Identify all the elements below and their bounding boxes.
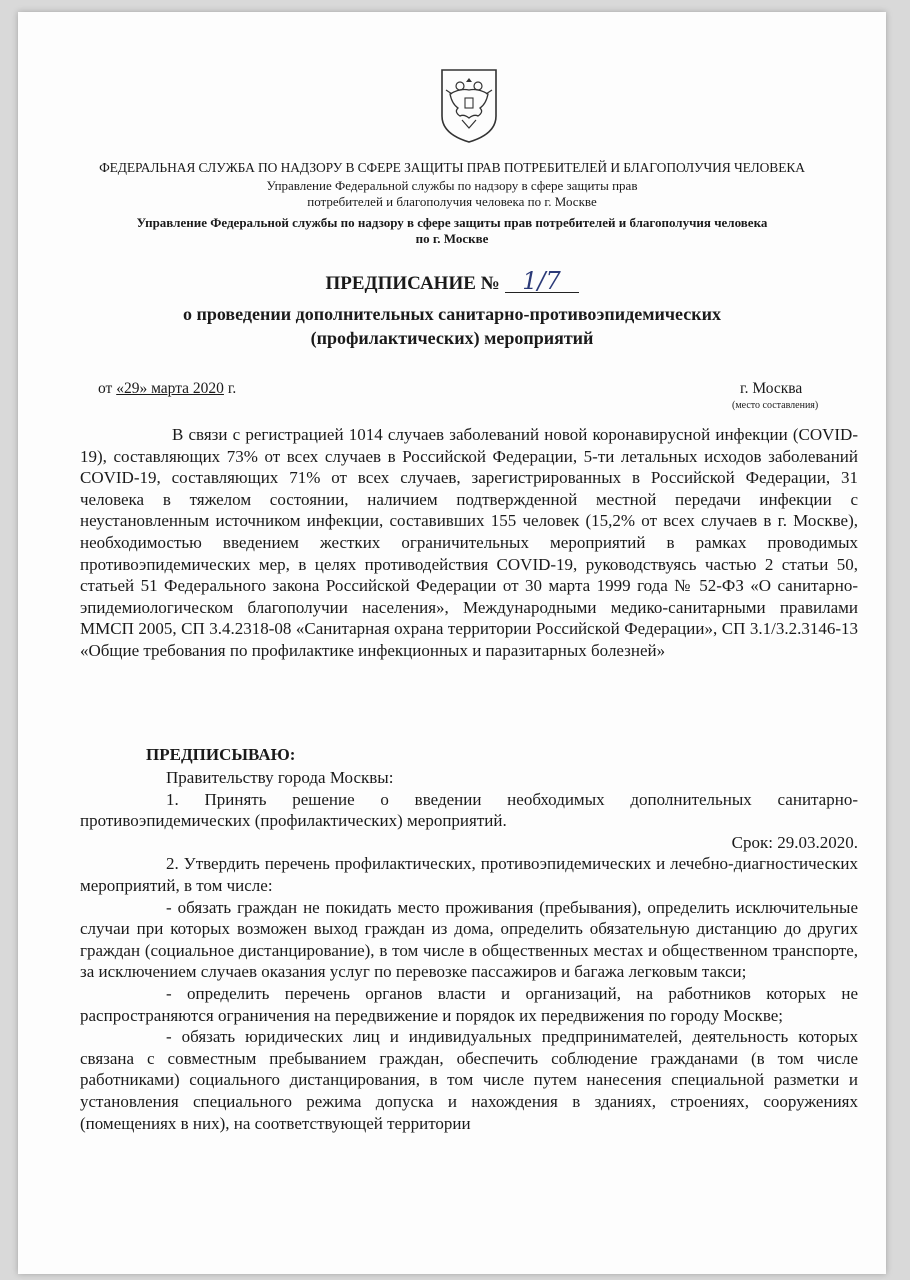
handwritten-document-number: 1/7 xyxy=(505,270,579,293)
department-name-line: Управление Федеральной службы по надзору в сфере защиты прав xyxy=(266,178,638,193)
order-bullet: - определить перечень органов власти и организаций, на работников которых не распространяются ограничения на передвижение и порядок их передвижения по городу Москве; xyxy=(80,983,858,1025)
order-heading: ПРЕДПИСЫВАЮ: xyxy=(146,745,296,764)
document-title-label: ПРЕДПИСАНИЕ № xyxy=(325,273,500,294)
order-item: 1. Принять решение о введении необходимых дополнительных санитарно-противоэпидемических (профилактических) мероприятий. xyxy=(80,789,858,831)
place-of-issue: г. Москва xyxy=(740,380,803,397)
document-subtitle-line: (профилактических) мероприятий xyxy=(310,328,594,348)
order-items xyxy=(80,767,858,1134)
date-prefix: от xyxy=(98,380,117,397)
order-bullet: - обязать граждан не покидать место проживания (пребывания), определить исключительные случаи при которых возможен выход граждан из дома, определить обязательную дистанцию до других граждан (социальное дистанцирование), в том числе в общественных местах и общественном транспорте, за исключением случаев оказания услуг по перевозке пассажиров и багажа легковым такси; xyxy=(80,897,858,982)
order-addressee: Правительству города Москвы: xyxy=(166,768,394,787)
date-suffix: г. xyxy=(223,380,237,397)
document-subtitle-line: о проведении дополнительных санитарно-противоэпидемических xyxy=(183,304,721,324)
date-value: «29» марта 2020 xyxy=(116,380,224,397)
document-title xyxy=(18,267,886,295)
department-name xyxy=(18,178,886,210)
department-name-bold xyxy=(18,215,886,247)
department-name-line: потребителей и благополучия человека по г. Москве xyxy=(307,194,597,209)
department-name-bold-line: по г. Москве xyxy=(415,231,489,246)
document-page xyxy=(18,12,886,1274)
intro-paragraph: В связи с регистрацией 1014 случаев заболеваний новой коронавирусной инфекции (COVID-19), составляющих 73% от всех случаев в Российской Федерации, 5-ти летальных исходов заболеваний COVID-19, составляющих 71% от всех случаев, зарегистрированных в Российской Федерации, 31 человека в тяжелом состоянии, наличием подтвержденной местной передачи инфекции с неустановленным источником инфекции, составивших 155 человек (15,2% от всех случаев в г. Москве), необходимостью введением жестких ограничительных мероприятий в рамках проводимых противоэпидемических мер, в целях противодействия COVID-19, руководствуясь частью 2 статьи 50, статьей 51 Федерального закона Российской Федерации от 30 марта 1999 года № 52-ФЗ «О санитарно-эпидемиологическом благополучии населения», Международными медико-санитарными правилами ММСП 2005, СП 3.4.2318-08 «Санитарная охрана территории Российской Федерации», СП 3.1/3.2.3146-13 «Общие требования по профилактике инфекционных и паразитарных болезней» xyxy=(80,425,858,660)
order-deadline: Срок: 29.03.2020. xyxy=(731,832,858,852)
order-item: 2. Утвердить перечень профилактических, противоэпидемических и лечебно-диагностических мероприятий, в том числе: xyxy=(80,854,858,895)
order-bullet: - обязать юридических лиц и индивидуальных предпринимателей, деятельность которых связана с совместным пребыванием граждан, обеспечить соблюдение гражданами (в том числе работниками) социального дистанцирования, в том числе путем нанесения специальной разметки и установления специального режима допуска и нахождения в зданиях, строениях, сооружениях (помещениях в них), на соответствующей территории xyxy=(80,1027,858,1133)
document-subtitle xyxy=(18,302,886,350)
agency-name: ФЕДЕРАЛЬНАЯ СЛУЖБА ПО НАДЗОРУ В СФЕРЕ ЗАЩИТЫ ПРАВ ПОТРЕБИТЕЛЕЙ И БЛАГОПОЛУЧИЯ ЧЕЛОВЕКА xyxy=(99,160,805,175)
coat-of-arms-emblem-icon xyxy=(438,64,500,144)
place-of-issue-note: (место составления) xyxy=(732,400,819,411)
department-name-bold-line: Управление Федеральной службы по надзору в сфере защиты прав потребителей и благополучия человека xyxy=(136,215,768,230)
document-date xyxy=(98,380,236,398)
